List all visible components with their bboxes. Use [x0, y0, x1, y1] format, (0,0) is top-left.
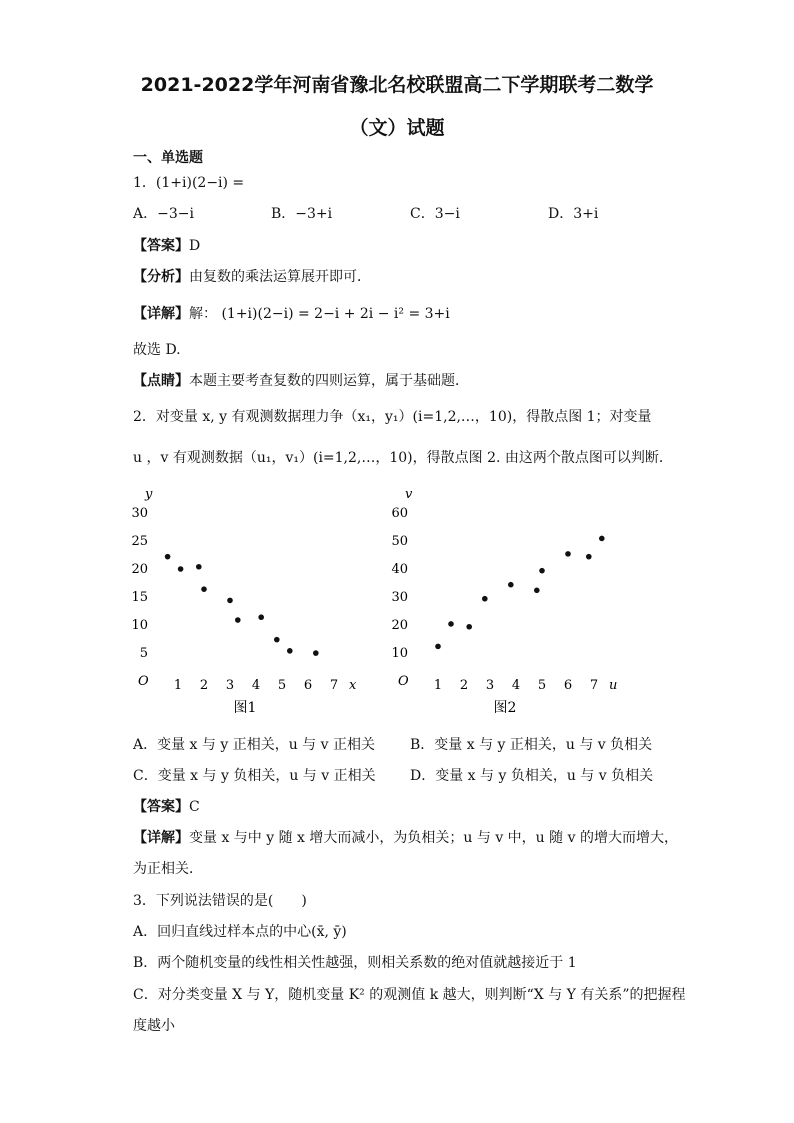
x-tick-label: 1: [433, 678, 443, 693]
x-tick-label: 3: [225, 678, 235, 693]
q1-answer: [133, 235, 200, 255]
q1-conclusion: 故选 D.: [133, 342, 181, 358]
data-point: [448, 621, 454, 627]
q1-option-a: A．−3−i: [133, 206, 194, 222]
q3-option-a: A．回归直线过样本点的中心(x̄, ȳ): [133, 924, 347, 940]
y-tick-label: 40: [391, 561, 408, 577]
data-point: [539, 568, 545, 574]
analysis-text: 由复数的乘法运算展开即可．: [189, 269, 371, 285]
x-tick-label: 7: [329, 678, 339, 693]
q2-option-a: A．变量 x 与 y 正相关，u 与 v 正相关: [133, 737, 375, 753]
comment-text: 本题主要考查复数的四则运算，属于基础题．: [189, 373, 469, 389]
x-tick-label: 3: [485, 678, 495, 693]
scatter-plot-2: [380, 480, 630, 720]
y-tick-label: 20: [131, 561, 148, 577]
q1-option-d: D．3+i: [548, 206, 599, 222]
q3-option-c-line1: C．对分类变量 X 与 Y，随机变量 K² 的观测值 k 越大，则判断“X 与 Y 有关系”的把握程: [133, 987, 686, 1003]
answer-tag: 【答案】: [133, 799, 189, 815]
data-point: [227, 598, 233, 604]
y-tick-label: 60: [391, 505, 408, 521]
doc-title-line2: （文）试题: [349, 117, 445, 139]
section-heading: 一、单选题: [133, 150, 203, 166]
q2-answer: [133, 796, 200, 816]
y-tick-label: 25: [131, 533, 148, 549]
origin-label: O: [398, 674, 409, 689]
y-tick-label: 10: [131, 617, 148, 633]
data-point: [235, 617, 241, 623]
data-point: [534, 588, 540, 594]
origin-label: O: [138, 674, 149, 689]
data-point: [586, 554, 592, 560]
y-axis-label: y: [145, 487, 153, 502]
data-point: [435, 644, 441, 650]
q2-stem-line2: u ，v 有观测数据（u₁，v₁）(i=1,2,…，10)，得散点图 2. 由这两个散点图可以判断．: [133, 450, 673, 466]
x-tick-label: 2: [459, 678, 469, 693]
answer-tag: 【答案】: [133, 238, 189, 254]
y-axis-label: v: [405, 487, 413, 502]
answer-value: D: [189, 238, 201, 254]
answer-value: C: [189, 799, 200, 815]
y-tick-label: 30: [131, 505, 148, 521]
y-tick-label: 30: [391, 589, 408, 605]
analysis-tag: 【分析】: [133, 269, 189, 285]
data-point: [258, 614, 264, 620]
q3-option-b: B．两个随机变量的线性相关性越强，则相关系数的绝对值就越接近于 1: [133, 955, 577, 971]
data-point: [178, 566, 184, 572]
doc-title-line1: 2021-2022学年河南省豫北名校联盟高二下学期联考二数学: [140, 74, 654, 96]
q1-comment: [133, 370, 469, 390]
x-tick-label: 2: [199, 678, 209, 693]
data-point: [196, 564, 202, 570]
q1-detail: [133, 303, 450, 323]
data-point: [599, 536, 605, 542]
detail-tag: 【详解】: [133, 830, 189, 846]
q1-analysis: [133, 266, 371, 286]
chart-caption: 图2: [493, 700, 517, 716]
data-point: [482, 596, 488, 602]
scatter-plot-1: [120, 480, 370, 720]
q2-detail-line2: 为正相关．: [133, 861, 203, 877]
data-point: [165, 554, 171, 560]
y-tick-label: 50: [391, 533, 408, 549]
y-tick-label: 10: [391, 645, 408, 661]
y-tick-label: 5: [139, 645, 148, 661]
y-tick-label: 15: [131, 589, 148, 605]
y-tick-label: 20: [391, 617, 408, 633]
data-point: [313, 650, 319, 656]
x-tick-label: 5: [277, 678, 287, 693]
q2-option-b: B．变量 x 与 y 正相关，u 与 v 负相关: [410, 737, 653, 753]
q2-stem-line1: 2．对变量 x, y 有观测数据理力争（x₁，y₁）(i=1,2,…，10)，得散点图 1；对变量: [133, 409, 652, 425]
data-point: [565, 551, 571, 557]
x-axis-label: u: [609, 678, 618, 693]
detail-text: 变量 x 与中 y 随 x 增大而减小，为负相关；u 与 v 中，u 随 v 的增大而增大，: [189, 830, 678, 846]
detail-tag: 【详解】: [133, 306, 189, 322]
data-point: [508, 582, 514, 588]
detail-text: 解： (1+i)(2−i) = 2−i + 2i − i² = 3+i: [189, 306, 450, 322]
q1-option-b: B．−3+i: [271, 206, 333, 222]
data-point: [287, 648, 293, 654]
x-tick-label: 6: [303, 678, 313, 693]
chart-caption: 图1: [233, 700, 257, 716]
comment-tag: 【点睛】: [133, 373, 189, 389]
q3-stem: 3．下列说法错误的是( ): [133, 893, 307, 909]
data-point: [201, 586, 207, 592]
x-tick-label: 1: [173, 678, 183, 693]
data-point: [466, 624, 472, 630]
x-axis-label: x: [349, 678, 357, 693]
x-tick-label: 6: [563, 678, 573, 693]
x-tick-label: 7: [589, 678, 599, 693]
x-tick-label: 5: [537, 678, 547, 693]
q3-option-c-line2: 度越小: [133, 1018, 175, 1034]
q2-option-d: D．变量 x 与 y 负相关，u 与 v 负相关: [410, 768, 654, 784]
x-tick-label: 4: [511, 678, 521, 693]
x-tick-label: 4: [251, 678, 261, 693]
q1-stem: 1．(1+i)(2−i) =: [133, 175, 245, 191]
q1-option-c: C．3−i: [410, 206, 460, 222]
q2-option-c: C．变量 x 与 y 负相关，u 与 v 正相关: [133, 768, 376, 784]
data-point: [274, 637, 280, 643]
q2-detail-line1: [133, 827, 678, 847]
